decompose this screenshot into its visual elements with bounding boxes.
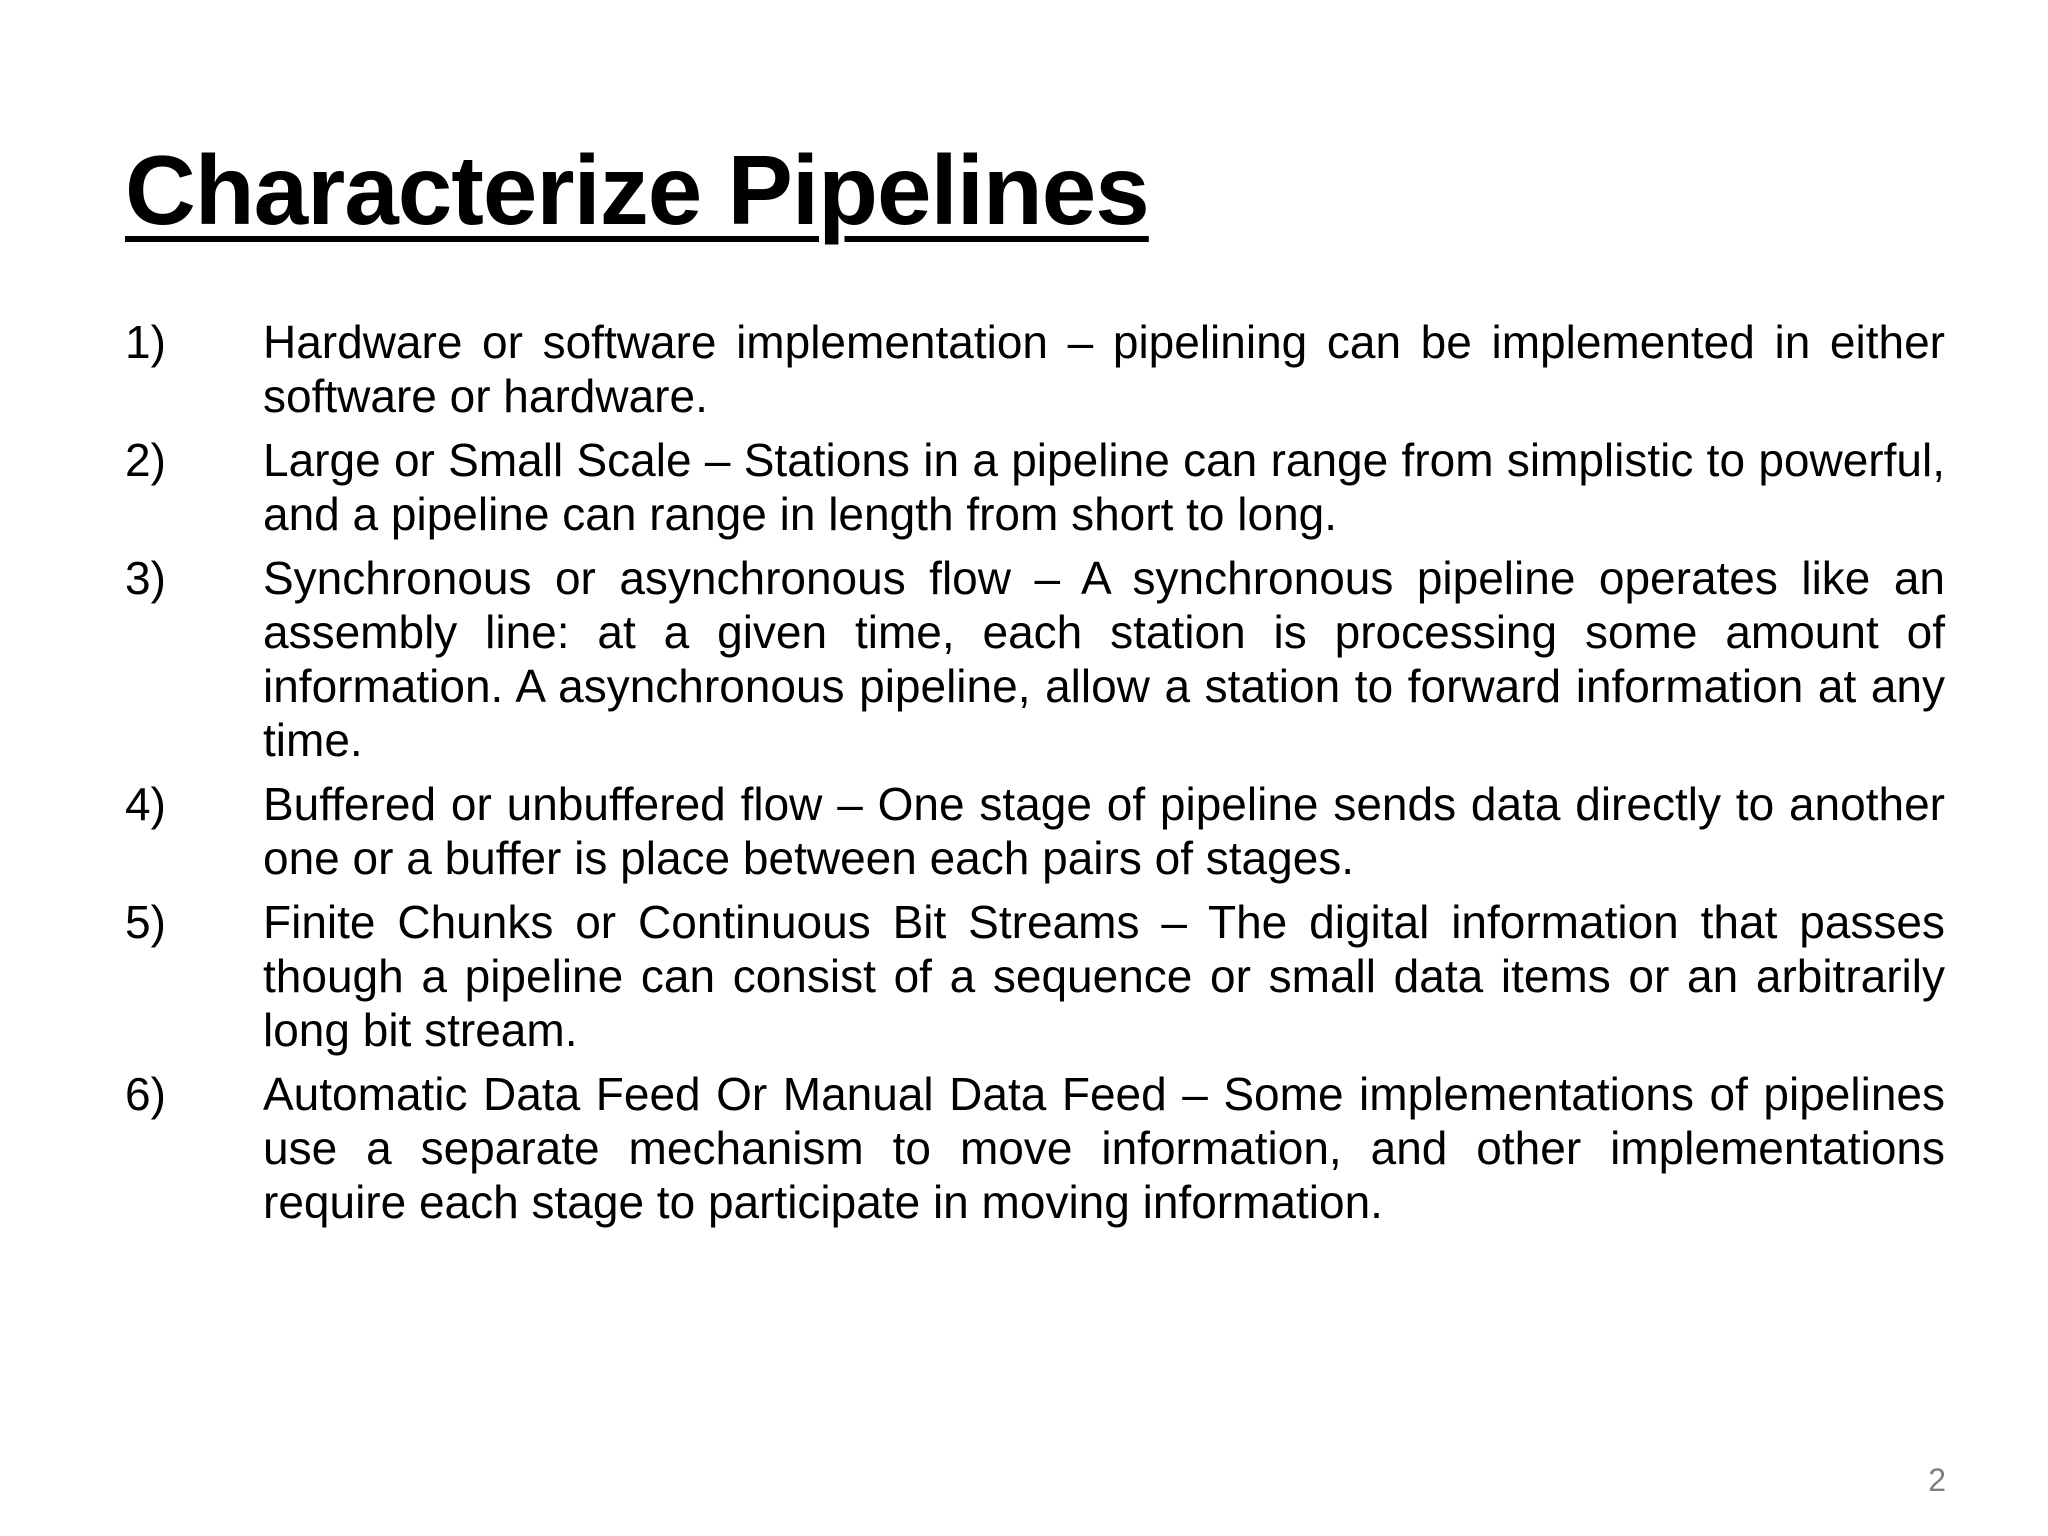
list-item-text: Finite Chunks or Continuous Bit Streams – The digital information that passes though a pipeline can consist of a sequence or small data items or an arbitrarily long bit stream. [263, 896, 1945, 1056]
slide-title: Characterize Pipelines [125, 135, 1149, 245]
list-item [125, 551, 1945, 767]
list-item-number: 4) [125, 778, 166, 830]
list-item [125, 895, 1945, 1057]
list-item [125, 1067, 1945, 1229]
list-item-number: 1) [125, 316, 166, 368]
list-item [125, 315, 1945, 423]
list-item-text: Synchronous or asynchronous flow – A synchronous pipeline operates like an assembly line: at a given time, each station is processing some amount of information. A asynchronous pipeline, allow a station to forward information at any time. [263, 552, 1945, 766]
list-item-text: Automatic Data Feed Or Manual Data Feed – Some implementations of pipelines use a separate mechanism to move information, and other implementations require each stage to participate in moving information. [263, 1068, 1945, 1228]
characteristics-list [125, 315, 1945, 1239]
list-item [125, 777, 1945, 885]
list-item-number: 6) [125, 1068, 166, 1120]
list-item-text: Large or Small Scale – Stations in a pipeline can range from simplistic to powerful, and a pipeline can range in length from short to long. [263, 434, 1945, 540]
page-number: 2 [1928, 1462, 1946, 1498]
list-item [125, 433, 1945, 541]
list-item-text: Buffered or unbuffered flow – One stage of pipeline sends data directly to another one or a buffer is place between each pairs of stages. [263, 778, 1945, 884]
list-item-number: 2) [125, 434, 166, 486]
list-item-number: 5) [125, 896, 166, 948]
list-item-text: Hardware or software implementation – pipelining can be implemented in either software or hardware. [263, 316, 1945, 422]
list-item-number: 3) [125, 552, 166, 604]
